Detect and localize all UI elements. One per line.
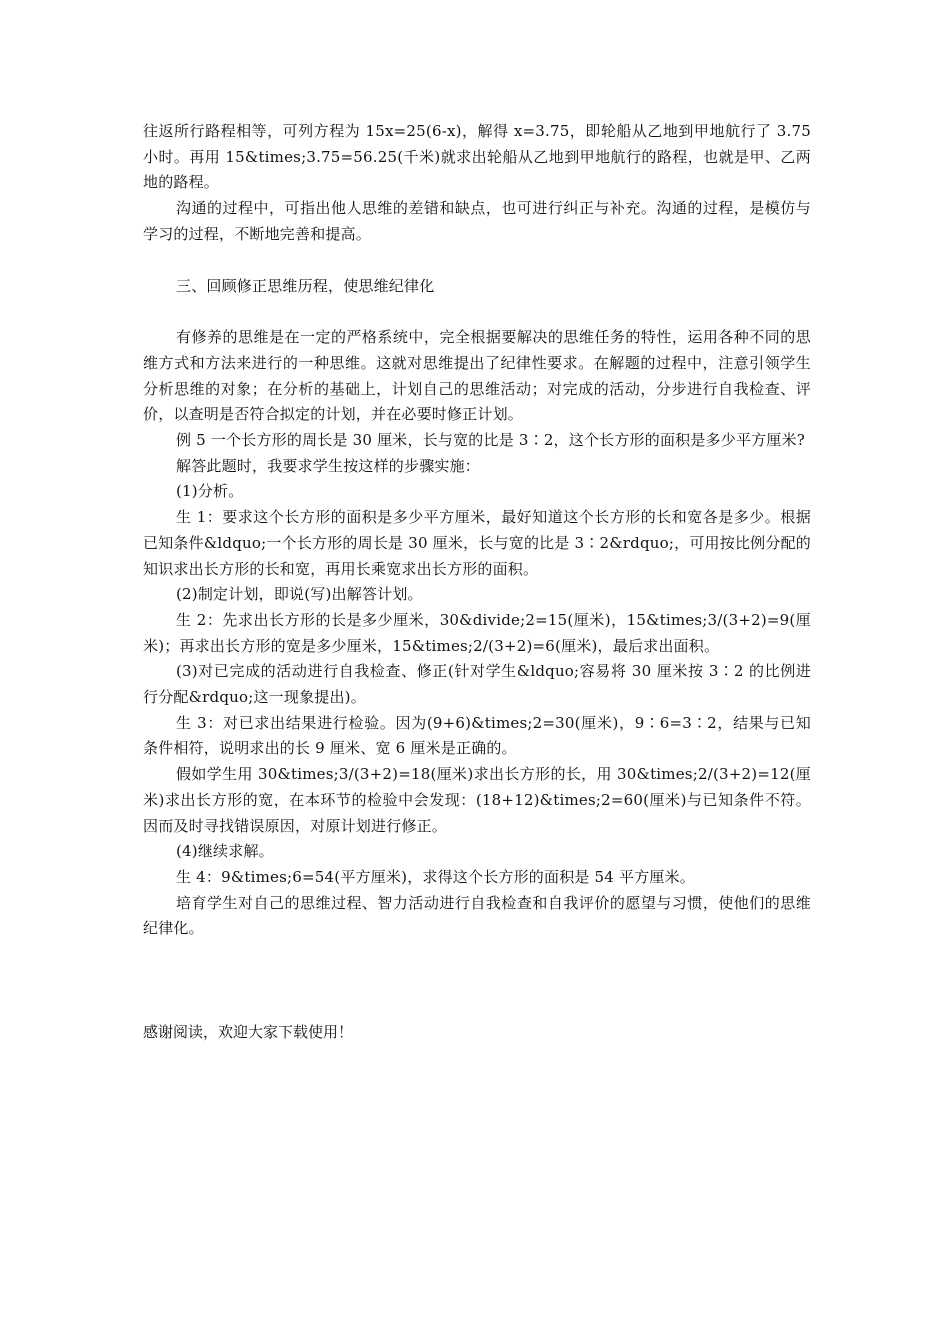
student-4-answer: 生 4：9&times;6=54(平方厘米)，求得这个长方形的面积是 54 平方厘米。 — [176, 867, 696, 886]
paragraph-equation: 往返所行路程相等，可列方程为 15x=25(6-x)，解得 x=3.75，即轮船从乙地到甲地航行了 3.75 小时。再用 15&times;3.75=56.25(千米)就求出轮船从乙地到甲地航行的路程，也就是甲、乙两地的路程。 — [143, 122, 811, 192]
section-heading: 三、回顾修正思维历程，使思维纪律化 — [176, 276, 435, 295]
student-2-answer: 生 2：先求出长方形的长是多少厘米，30&divide;2=15(厘米)，15&times;3/(3+2)=9(厘米)；再求出长方形的宽是多少厘米，15&times;2/(3+2)=6(厘米)，最后求出面积。 — [143, 610, 811, 655]
student-1-answer: 生 1：要求这个长方形的面积是多少平方厘米，最好知道这个长方形的长和宽各是多少。根据已知条件&ldquo;一个长方形的周长是 30 厘米，长与宽的比是 3∶2&rdquo;，可用按比例分配的知识求出长方形的长和宽，再用长乘宽求出长方形的面积。 — [143, 508, 811, 578]
paragraph-steps-intro: 解答此题时，我要求学生按这样的步骤实施： — [176, 456, 481, 475]
paragraph-communication: 沟通的过程中，可指出他人思维的差错和缺点，也可进行纠正与补充。沟通的过程，是模仿与学习的过程，不断地完善和提高。 — [143, 199, 811, 243]
student-3-answer: 生 3：对已求出结果进行检验。因为(9+6)&times;2=30(厘米)，9∶6=3∶2，结果与已知条件相符，说明求出的长 9 厘米、宽 6 厘米是正确的。 — [143, 713, 811, 758]
paragraph-example-5: 例 5 一个长方形的周长是 30 厘米，长与宽的比是 3∶2，这个长方形的面积是多少平方厘米? — [176, 431, 806, 450]
document-body — [143, 119, 811, 942]
step-2-title: (2)制定计划，即说(写)出解答计划。 — [176, 585, 423, 604]
step-3-title: (3)对已完成的活动进行自我检查、修正(针对学生&ldquo;容易将 30 厘米按 3∶2 的比例进行分配&rdquo;这一现象提出)。 — [143, 662, 811, 707]
step-4-title: (4)继续求解。 — [176, 842, 274, 861]
paragraph-conclusion: 培育学生对自己的思维过程、智力活动进行自我检查和自我评价的愿望与习惯，使他们的思维纪律化。 — [143, 893, 811, 938]
paragraph-discipline: 有修养的思维是在一定的严格系统中，完全根据要解决的思维任务的特性，运用各种不同的思维方式和方法来进行的一种思维。这就对思维提出了纪律性要求。在解题的过程中，注意引领学生分析思维的对象；在分析的基础上，计划自己的思维活动；对完成的活动，分步进行自我检查、评价，以查明是否符合拟定的计划，并在必要时修正计划。 — [143, 328, 811, 424]
paragraph-error-example: 假如学生用 30&times;3/(3+2)=18(厘米)求出长方形的长，用 30&times;2/(3+2)=12(厘米)求出长方形的宽，在本环节的检验中会发现：(18+12)&times;2=60(厘米)与已知条件不符。因而及时寻找错误原因，对原计划进行修正。 — [143, 765, 811, 835]
step-1-title: (1)分析。 — [176, 482, 244, 501]
closing-note: 感谢阅读，欢迎大家下载使用！ — [143, 1023, 354, 1041]
